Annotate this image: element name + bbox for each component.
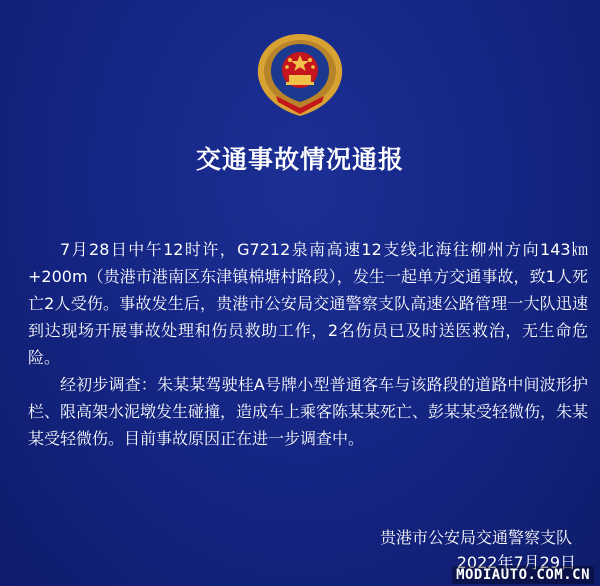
issue-date: 2022年7月29日 xyxy=(456,553,576,572)
paragraph: 7月28日中午12时许，G7212泉南高速12支线北海往柳州方向143㎞+200m（贵港市港南区东津镇棉塘村路段），发生一起单方交通事故，致1人死亡2人受伤。事故发生后，贵港市公安局交通警察支队高速公路管理一大队迅速到达现场开展事故处理和伤员救助工作，2名伤员已及时送医救治，无生命危险。 xyxy=(28,240,588,367)
paragraph: 经初步调查：朱某某驾驶桂A号牌小型普通客车与该路段的道路中间波形护栏、限高架水泥墩发生碰撞，造成车上乘客陈某某死亡、彭某某受轻微伤，朱某某受轻微伤。目前事故原因正在进一步调查中。 xyxy=(28,375,589,448)
issuing-organization: 贵港市公安局交通警察支队 xyxy=(379,528,572,547)
police-emblem-icon xyxy=(252,30,348,120)
watermark: MODIAUTO.COM.CN xyxy=(452,566,594,584)
report-body xyxy=(28,236,588,452)
page-title: 交通事故情况通报 xyxy=(195,145,404,174)
